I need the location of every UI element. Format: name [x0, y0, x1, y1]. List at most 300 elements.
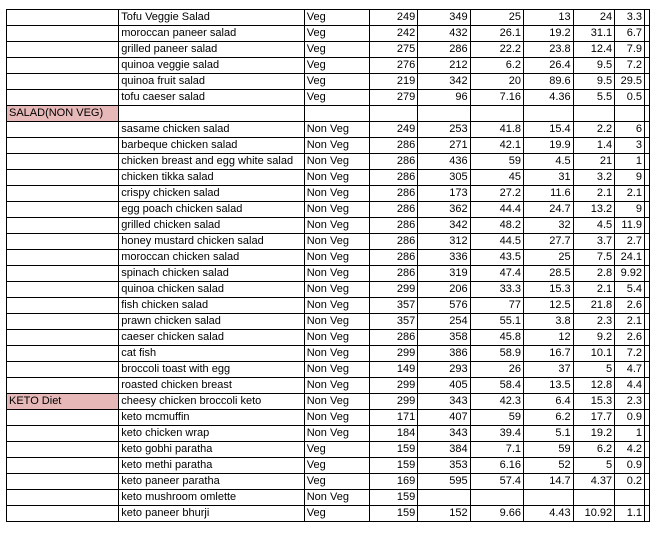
value-cell[interactable]: 184 — [369, 426, 418, 442]
value-cell[interactable]: 343 — [418, 426, 470, 442]
value-cell[interactable] — [573, 490, 614, 506]
value-cell[interactable]: 13.2 — [573, 202, 614, 218]
value-cell[interactable]: 152 — [418, 506, 470, 522]
item-name-cell[interactable]: moroccan paneer salad — [119, 26, 305, 42]
value-cell[interactable]: 357 — [369, 298, 418, 314]
value-cell[interactable]: 15.4 — [524, 122, 574, 138]
value-cell[interactable]: 2.1 — [615, 314, 645, 330]
value-cell[interactable]: 26.4 — [524, 58, 574, 74]
value-cell[interactable]: 19.2 — [573, 426, 614, 442]
category-cell[interactable] — [7, 10, 119, 26]
value-cell[interactable]: 96 — [418, 90, 470, 106]
value-cell[interactable]: 12 — [524, 330, 574, 346]
value-cell[interactable]: 17.7 — [573, 410, 614, 426]
value-cell[interactable]: 4.43 — [524, 506, 574, 522]
diet-type-cell[interactable]: Veg — [304, 42, 369, 58]
value-cell[interactable]: 9 — [615, 202, 645, 218]
value-cell[interactable]: 336 — [418, 250, 470, 266]
category-cell[interactable] — [7, 490, 119, 506]
diet-type-cell[interactable]: Veg — [304, 506, 369, 522]
value-cell[interactable]: 2.8 — [573, 266, 614, 282]
value-cell[interactable]: 212 — [418, 58, 470, 74]
value-cell[interactable]: 286 — [369, 330, 418, 346]
value-cell[interactable]: 349 — [418, 10, 470, 26]
item-name-cell[interactable]: chicken breast and egg white salad — [119, 154, 305, 170]
value-cell[interactable]: 4.36 — [524, 90, 574, 106]
diet-type-cell[interactable]: Non Veg — [304, 202, 369, 218]
diet-type-cell[interactable]: Veg — [304, 442, 369, 458]
value-cell[interactable] — [470, 490, 523, 506]
item-name-cell[interactable]: fish chicken salad — [119, 298, 305, 314]
diet-type-cell[interactable]: Non Veg — [304, 394, 369, 410]
value-cell[interactable]: 21 — [573, 154, 614, 170]
diet-type-cell[interactable]: Non Veg — [304, 426, 369, 442]
category-cell[interactable] — [7, 458, 119, 474]
value-cell[interactable] — [369, 106, 418, 122]
value-cell[interactable]: 276 — [369, 58, 418, 74]
value-cell[interactable]: 159 — [369, 490, 418, 506]
value-cell[interactable]: 4.5 — [573, 218, 614, 234]
category-cell[interactable] — [7, 122, 119, 138]
category-cell[interactable] — [7, 506, 119, 522]
empty-cell[interactable] — [645, 186, 650, 202]
diet-type-cell[interactable]: Non Veg — [304, 138, 369, 154]
value-cell[interactable]: 342 — [418, 74, 470, 90]
empty-cell[interactable] — [645, 90, 650, 106]
value-cell[interactable]: 9.2 — [573, 330, 614, 346]
item-name-cell[interactable]: quinoa veggie salad — [119, 58, 305, 74]
value-cell[interactable]: 299 — [369, 346, 418, 362]
value-cell[interactable]: 33.3 — [470, 282, 523, 298]
value-cell[interactable]: 26 — [470, 362, 523, 378]
diet-type-cell[interactable]: Non Veg — [304, 298, 369, 314]
category-cell[interactable] — [7, 442, 119, 458]
category-cell[interactable] — [7, 410, 119, 426]
value-cell[interactable] — [573, 106, 614, 122]
diet-type-cell[interactable]: Veg — [304, 458, 369, 474]
value-cell[interactable]: 39.4 — [470, 426, 523, 442]
item-name-cell[interactable]: sasame chicken salad — [119, 122, 305, 138]
empty-cell[interactable] — [645, 490, 650, 506]
value-cell[interactable]: 3.8 — [524, 314, 574, 330]
category-cell[interactable] — [7, 362, 119, 378]
value-cell[interactable]: 9.92 — [615, 266, 645, 282]
value-cell[interactable]: 57.4 — [470, 474, 523, 490]
value-cell[interactable]: 31 — [524, 170, 574, 186]
value-cell[interactable]: 42.3 — [470, 394, 523, 410]
value-cell[interactable]: 5.4 — [615, 282, 645, 298]
empty-cell[interactable] — [645, 250, 650, 266]
diet-type-cell[interactable]: Veg — [304, 474, 369, 490]
value-cell[interactable]: 4.2 — [615, 442, 645, 458]
item-name-cell[interactable]: keto methi paratha — [119, 458, 305, 474]
value-cell[interactable]: 59 — [524, 442, 574, 458]
value-cell[interactable]: 286 — [418, 42, 470, 58]
value-cell[interactable]: 58.9 — [470, 346, 523, 362]
diet-type-cell[interactable]: Non Veg — [304, 234, 369, 250]
value-cell[interactable]: 6.16 — [470, 458, 523, 474]
item-name-cell[interactable]: honey mustard chicken salad — [119, 234, 305, 250]
value-cell[interactable]: 44.5 — [470, 234, 523, 250]
value-cell[interactable]: 2.1 — [615, 186, 645, 202]
value-cell[interactable]: 0.9 — [615, 458, 645, 474]
value-cell[interactable]: 43.5 — [470, 250, 523, 266]
value-cell[interactable]: 362 — [418, 202, 470, 218]
empty-cell[interactable] — [645, 474, 650, 490]
value-cell[interactable] — [615, 106, 645, 122]
value-cell[interactable]: 279 — [369, 90, 418, 106]
item-name-cell[interactable] — [119, 106, 305, 122]
value-cell[interactable]: 3.2 — [573, 170, 614, 186]
diet-type-cell[interactable]: Non Veg — [304, 250, 369, 266]
value-cell[interactable]: 6.7 — [615, 26, 645, 42]
diet-type-cell[interactable]: Veg — [304, 10, 369, 26]
empty-cell[interactable] — [645, 458, 650, 474]
value-cell[interactable]: 27.2 — [470, 186, 523, 202]
value-cell[interactable]: 312 — [418, 234, 470, 250]
value-cell[interactable]: 26.1 — [470, 26, 523, 42]
diet-type-cell[interactable]: Non Veg — [304, 330, 369, 346]
item-name-cell[interactable]: grilled chicken salad — [119, 218, 305, 234]
value-cell[interactable]: 159 — [369, 506, 418, 522]
value-cell[interactable]: 299 — [369, 378, 418, 394]
value-cell[interactable]: 206 — [418, 282, 470, 298]
value-cell[interactable]: 2.6 — [615, 298, 645, 314]
value-cell[interactable]: 55.1 — [470, 314, 523, 330]
category-cell[interactable] — [7, 170, 119, 186]
category-cell[interactable] — [7, 234, 119, 250]
value-cell[interactable]: 13 — [524, 10, 574, 26]
empty-cell[interactable] — [645, 122, 650, 138]
value-cell[interactable]: 10.92 — [573, 506, 614, 522]
value-cell[interactable]: 7.2 — [615, 58, 645, 74]
diet-type-cell[interactable]: Non Veg — [304, 346, 369, 362]
value-cell[interactable]: 286 — [369, 138, 418, 154]
category-cell[interactable] — [7, 378, 119, 394]
value-cell[interactable]: 286 — [369, 250, 418, 266]
item-name-cell[interactable]: quinoa fruit salad — [119, 74, 305, 90]
value-cell[interactable]: 275 — [369, 42, 418, 58]
value-cell[interactable]: 27.7 — [524, 234, 574, 250]
empty-cell[interactable] — [645, 314, 650, 330]
category-cell[interactable] — [7, 186, 119, 202]
category-cell[interactable] — [7, 474, 119, 490]
value-cell[interactable]: 14.7 — [524, 474, 574, 490]
value-cell[interactable]: 24.1 — [615, 250, 645, 266]
empty-cell[interactable] — [645, 378, 650, 394]
value-cell[interactable]: 254 — [418, 314, 470, 330]
category-cell[interactable] — [7, 346, 119, 362]
value-cell[interactable]: 48.2 — [470, 218, 523, 234]
value-cell[interactable]: 169 — [369, 474, 418, 490]
value-cell[interactable]: 25 — [470, 10, 523, 26]
category-cell[interactable] — [7, 314, 119, 330]
value-cell[interactable]: 6 — [615, 122, 645, 138]
item-name-cell[interactable]: egg poach chicken salad — [119, 202, 305, 218]
diet-type-cell[interactable]: Veg — [304, 26, 369, 42]
value-cell[interactable]: 32 — [524, 218, 574, 234]
value-cell[interactable]: 173 — [418, 186, 470, 202]
value-cell[interactable]: 2.3 — [573, 314, 614, 330]
value-cell[interactable]: 25 — [524, 250, 574, 266]
value-cell[interactable]: 576 — [418, 298, 470, 314]
value-cell[interactable]: 23.8 — [524, 42, 574, 58]
value-cell[interactable]: 24 — [573, 10, 614, 26]
diet-type-cell[interactable]: Veg — [304, 74, 369, 90]
empty-cell[interactable] — [645, 394, 650, 410]
value-cell[interactable]: 299 — [369, 394, 418, 410]
item-name-cell[interactable]: grilled paneer salad — [119, 42, 305, 58]
value-cell[interactable]: 405 — [418, 378, 470, 394]
value-cell[interactable]: 15.3 — [524, 282, 574, 298]
empty-cell[interactable] — [645, 426, 650, 442]
value-cell[interactable]: 286 — [369, 266, 418, 282]
diet-type-cell[interactable]: Veg — [304, 90, 369, 106]
item-name-cell[interactable]: spinach chicken salad — [119, 266, 305, 282]
value-cell[interactable]: 2.6 — [615, 330, 645, 346]
item-name-cell[interactable]: cat fish — [119, 346, 305, 362]
value-cell[interactable]: 44.4 — [470, 202, 523, 218]
item-name-cell[interactable]: keto mushroom omlette — [119, 490, 305, 506]
diet-type-cell[interactable]: Non Veg — [304, 410, 369, 426]
category-cell[interactable] — [7, 266, 119, 282]
diet-type-cell[interactable]: Non Veg — [304, 490, 369, 506]
value-cell[interactable]: 149 — [369, 362, 418, 378]
empty-cell[interactable] — [645, 58, 650, 74]
value-cell[interactable]: 271 — [418, 138, 470, 154]
category-cell[interactable]: SALAD(NON VEG) — [7, 106, 119, 122]
category-cell[interactable]: KETO Diet — [7, 394, 119, 410]
value-cell[interactable]: 37 — [524, 362, 574, 378]
value-cell[interactable]: 7.5 — [573, 250, 614, 266]
value-cell[interactable]: 249 — [369, 122, 418, 138]
category-cell[interactable] — [7, 90, 119, 106]
item-name-cell[interactable]: roasted chicken breast — [119, 378, 305, 394]
value-cell[interactable]: 52 — [524, 458, 574, 474]
value-cell[interactable] — [470, 106, 523, 122]
value-cell[interactable]: 89.6 — [524, 74, 574, 90]
empty-cell[interactable] — [645, 74, 650, 90]
value-cell[interactable]: 9 — [615, 170, 645, 186]
value-cell[interactable]: 305 — [418, 170, 470, 186]
value-cell[interactable]: 12.8 — [573, 378, 614, 394]
value-cell[interactable]: 6.2 — [524, 410, 574, 426]
item-name-cell[interactable]: chicken tikka salad — [119, 170, 305, 186]
diet-type-cell[interactable]: Non Veg — [304, 314, 369, 330]
category-cell[interactable] — [7, 26, 119, 42]
value-cell[interactable]: 15.3 — [573, 394, 614, 410]
value-cell[interactable]: 2.1 — [573, 282, 614, 298]
value-cell[interactable]: 5 — [573, 362, 614, 378]
item-name-cell[interactable]: keto mcmuffin — [119, 410, 305, 426]
empty-cell[interactable] — [645, 26, 650, 42]
category-cell[interactable] — [7, 202, 119, 218]
value-cell[interactable]: 219 — [369, 74, 418, 90]
diet-type-cell[interactable]: Non Veg — [304, 154, 369, 170]
value-cell[interactable]: 249 — [369, 10, 418, 26]
category-cell[interactable] — [7, 426, 119, 442]
value-cell[interactable]: 9.66 — [470, 506, 523, 522]
value-cell[interactable]: 59 — [470, 410, 523, 426]
value-cell[interactable]: 28.5 — [524, 266, 574, 282]
item-name-cell[interactable]: Tofu Veggie Salad — [119, 10, 305, 26]
value-cell[interactable]: 286 — [369, 170, 418, 186]
value-cell[interactable]: 0.5 — [615, 90, 645, 106]
value-cell[interactable]: 4.37 — [573, 474, 614, 490]
value-cell[interactable]: 0.2 — [615, 474, 645, 490]
value-cell[interactable]: 5.5 — [573, 90, 614, 106]
value-cell[interactable]: 7.9 — [615, 42, 645, 58]
value-cell[interactable]: 286 — [369, 202, 418, 218]
diet-type-cell[interactable]: Non Veg — [304, 122, 369, 138]
empty-cell[interactable] — [645, 266, 650, 282]
diet-type-cell[interactable]: Non Veg — [304, 186, 369, 202]
category-cell[interactable] — [7, 298, 119, 314]
value-cell[interactable]: 11.9 — [615, 218, 645, 234]
value-cell[interactable]: 24.7 — [524, 202, 574, 218]
value-cell[interactable] — [418, 490, 470, 506]
value-cell[interactable] — [524, 106, 574, 122]
value-cell[interactable]: 7.2 — [615, 346, 645, 362]
empty-cell[interactable] — [645, 154, 650, 170]
value-cell[interactable]: 159 — [369, 458, 418, 474]
value-cell[interactable]: 299 — [369, 282, 418, 298]
diet-type-cell[interactable]: Non Veg — [304, 218, 369, 234]
empty-cell[interactable] — [645, 42, 650, 58]
value-cell[interactable]: 353 — [418, 458, 470, 474]
item-name-cell[interactable]: quinoa chicken salad — [119, 282, 305, 298]
value-cell[interactable]: 171 — [369, 410, 418, 426]
value-cell[interactable]: 2.7 — [615, 234, 645, 250]
empty-cell[interactable] — [645, 506, 650, 522]
value-cell[interactable]: 595 — [418, 474, 470, 490]
value-cell[interactable]: 1.1 — [615, 506, 645, 522]
value-cell[interactable]: 42.1 — [470, 138, 523, 154]
empty-cell[interactable] — [645, 442, 650, 458]
item-name-cell[interactable]: caeser chicken salad — [119, 330, 305, 346]
empty-cell[interactable] — [645, 362, 650, 378]
value-cell[interactable]: 9.5 — [573, 58, 614, 74]
empty-cell[interactable] — [645, 346, 650, 362]
value-cell[interactable]: 319 — [418, 266, 470, 282]
value-cell[interactable]: 20 — [470, 74, 523, 90]
category-cell[interactable] — [7, 58, 119, 74]
category-cell[interactable] — [7, 154, 119, 170]
empty-cell[interactable] — [645, 282, 650, 298]
value-cell[interactable]: 21.8 — [573, 298, 614, 314]
diet-type-cell[interactable]: Non Veg — [304, 378, 369, 394]
category-cell[interactable] — [7, 218, 119, 234]
empty-cell[interactable] — [645, 202, 650, 218]
category-cell[interactable] — [7, 282, 119, 298]
item-name-cell[interactable]: crispy chicken salad — [119, 186, 305, 202]
value-cell[interactable]: 12.5 — [524, 298, 574, 314]
item-name-cell[interactable]: prawn chicken salad — [119, 314, 305, 330]
empty-cell[interactable] — [645, 298, 650, 314]
value-cell[interactable]: 16.7 — [524, 346, 574, 362]
value-cell[interactable]: 10.1 — [573, 346, 614, 362]
value-cell[interactable]: 436 — [418, 154, 470, 170]
value-cell[interactable]: 1 — [615, 426, 645, 442]
item-name-cell[interactable]: cheesy chicken broccoli keto — [119, 394, 305, 410]
value-cell[interactable]: 3 — [615, 138, 645, 154]
value-cell[interactable]: 12.4 — [573, 42, 614, 58]
value-cell[interactable]: 286 — [369, 154, 418, 170]
item-name-cell[interactable]: keto gobhi paratha — [119, 442, 305, 458]
value-cell[interactable]: 358 — [418, 330, 470, 346]
category-cell[interactable] — [7, 74, 119, 90]
value-cell[interactable]: 3.7 — [573, 234, 614, 250]
value-cell[interactable]: 22.2 — [470, 42, 523, 58]
value-cell[interactable]: 19.2 — [524, 26, 574, 42]
value-cell[interactable]: 286 — [369, 218, 418, 234]
empty-cell[interactable] — [645, 10, 650, 26]
value-cell[interactable] — [418, 106, 470, 122]
empty-cell[interactable] — [645, 138, 650, 154]
value-cell[interactable]: 31.1 — [573, 26, 614, 42]
value-cell[interactable]: 432 — [418, 26, 470, 42]
value-cell[interactable]: 342 — [418, 218, 470, 234]
value-cell[interactable]: 2.3 — [615, 394, 645, 410]
value-cell[interactable]: 47.4 — [470, 266, 523, 282]
value-cell[interactable]: 1.4 — [573, 138, 614, 154]
empty-cell[interactable] — [645, 330, 650, 346]
category-cell[interactable] — [7, 330, 119, 346]
value-cell[interactable]: 59 — [470, 154, 523, 170]
value-cell[interactable]: 253 — [418, 122, 470, 138]
value-cell[interactable]: 5.1 — [524, 426, 574, 442]
value-cell[interactable]: 159 — [369, 442, 418, 458]
value-cell[interactable]: 6.4 — [524, 394, 574, 410]
value-cell[interactable]: 6.2 — [573, 442, 614, 458]
value-cell[interactable] — [615, 490, 645, 506]
value-cell[interactable]: 242 — [369, 26, 418, 42]
diet-type-cell[interactable]: Non Veg — [304, 362, 369, 378]
diet-type-cell[interactable] — [304, 106, 369, 122]
value-cell[interactable]: 4.5 — [524, 154, 574, 170]
value-cell[interactable]: 3.3 — [615, 10, 645, 26]
diet-type-cell[interactable]: Veg — [304, 58, 369, 74]
empty-cell[interactable] — [645, 234, 650, 250]
value-cell[interactable]: 293 — [418, 362, 470, 378]
value-cell[interactable]: 4.7 — [615, 362, 645, 378]
value-cell[interactable]: 343 — [418, 394, 470, 410]
value-cell[interactable]: 357 — [369, 314, 418, 330]
value-cell[interactable]: 13.5 — [524, 378, 574, 394]
diet-type-cell[interactable]: Non Veg — [304, 266, 369, 282]
empty-cell[interactable] — [645, 410, 650, 426]
diet-type-cell[interactable]: Non Veg — [304, 282, 369, 298]
value-cell[interactable]: 1 — [615, 154, 645, 170]
value-cell[interactable]: 77 — [470, 298, 523, 314]
empty-cell[interactable] — [645, 170, 650, 186]
empty-cell[interactable] — [645, 106, 650, 122]
item-name-cell[interactable]: moroccan chicken salad — [119, 250, 305, 266]
diet-type-cell[interactable]: Non Veg — [304, 170, 369, 186]
value-cell[interactable]: 45 — [470, 170, 523, 186]
item-name-cell[interactable]: broccoli toast with egg — [119, 362, 305, 378]
value-cell[interactable]: 386 — [418, 346, 470, 362]
value-cell[interactable]: 58.4 — [470, 378, 523, 394]
value-cell[interactable]: 11.6 — [524, 186, 574, 202]
category-cell[interactable] — [7, 138, 119, 154]
category-cell[interactable] — [7, 250, 119, 266]
value-cell[interactable]: 19.9 — [524, 138, 574, 154]
item-name-cell[interactable]: keto paneer bhurji — [119, 506, 305, 522]
value-cell[interactable] — [524, 490, 574, 506]
value-cell[interactable]: 7.16 — [470, 90, 523, 106]
item-name-cell[interactable]: keto chicken wrap — [119, 426, 305, 442]
